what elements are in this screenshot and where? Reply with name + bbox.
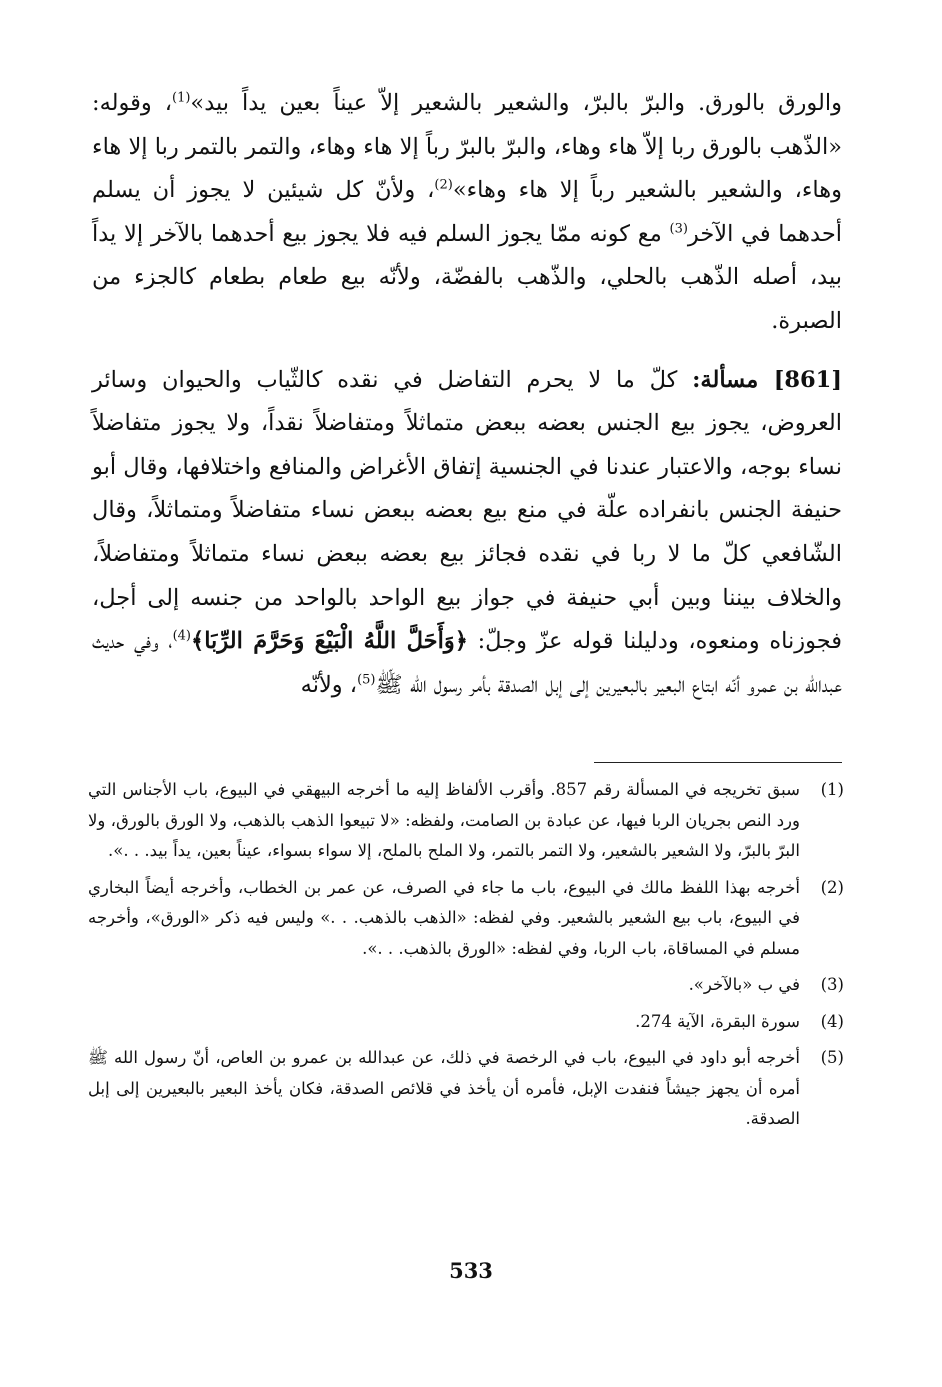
footnotes (88, 775, 844, 1141)
footnote-number: (1) (820, 780, 844, 799)
footnote-line: باب الأجناس التي ورد النص بجريان الربا فيها، عن عبادة بن الصامت، ولفظه: «لا (88, 780, 800, 830)
footnote-line: بالذهب. . .» وليس فيه ذكر «الورق»، وأخرجه مسلم في المساقاة، باب الربا، وفي (88, 908, 800, 958)
text-line: وقوله: «الذّهب بالورق ربا إلاّ هاء وهاء، والبرّ بالبرّ رباً إلا هاء وهاء، (92, 90, 842, 160)
footnote-line: سبق تخريجه في المسألة رقم 857. وأقرب الألفاظ إليه ما أخرجه البيهقي في البيوع، (214, 780, 800, 799)
paragraph-2 (92, 359, 842, 708)
footnote-1 (88, 775, 844, 867)
page-number: 533 (449, 1258, 493, 1283)
footnote-ref: (5) (357, 672, 376, 688)
footnote-text (88, 1007, 800, 1038)
footnote-text (88, 873, 800, 965)
text-line: والمنافع واختلافها، وقال أبو حنيفة الجنس بانفراده علّة في منع بيع بعضه (92, 453, 842, 524)
footnote-line: التمر بالتمر، ولا الملح بالملح، إلا سواء بسواء، عيناً بعين، يداً بيد. . .». (108, 841, 573, 860)
text-line: وسائر العروض، يجوز بيع الجنس بعضه ببعض متماثلاً ومتفاضلاً نقداً، ولا (92, 366, 842, 437)
footnote-line: تبيعوا الذهب بالذهب، ولا الورق بالورق، ولا البرّ بالبرّ، ولا الشعير بالشعير، ولا (88, 810, 800, 860)
footnote-line: قلائص الصدقة، فكان يأخذ البعير بالبعيرين إلى إبل الصدقة. (88, 1078, 800, 1128)
text-line-tail: مع كونه ممّا يجوز السلم (435, 220, 670, 247)
footnote-text (88, 970, 800, 1001)
text-line: والورق بالورق. والبرّ بالبرّ، والشعير بالشعير إلاّ عيناً بعين يداً بيد» (190, 90, 842, 116)
footnote-ref: (4) (172, 628, 192, 644)
text-line: أنّه ابتاع البعير بالبعيرين إلى إبل الصدقة بأمر رسول الله ﷺ (375, 671, 741, 698)
text-line: فيه فلا يجوز بيع أحدهما بالآخر إلا يداً بيد، أصله الذّهب بالحلي، (92, 220, 843, 291)
footnote-ref: (3) (669, 221, 688, 237)
text-line: بيع بعضه ببعض نساء متماثلاً ومتفاضلاً، والخلاف بيننا وبين أبي حنيفة في (92, 540, 843, 611)
footnote-line: أخرجه بهذا اللفظ مالك في البيوع، باب ما جاء في الصرف، عن عمر بن الخطاب، (237, 877, 800, 897)
text-line-tail: ، (164, 90, 172, 116)
text-line: والذّهب بالفضّة، ولأنّه بيع طعام بطعام كالجزء من الصبرة. (92, 264, 842, 334)
footnote-2 (88, 873, 844, 965)
text-line-tail: ، ولأنّه (300, 671, 358, 698)
footnote-line: لفظه: «الورق بالذهب. . .». (362, 938, 553, 958)
footnote-number: (2) (820, 877, 844, 897)
footnote-line: سورة البقرة، الآية 274. (635, 1011, 800, 1031)
text-line: ببعض نساء متفاضلاً ومتماثلاً، وقال الشّافعي كلّ ما لا ربا في نقده فجائز (92, 497, 842, 567)
footnote-number: (4) (820, 1011, 844, 1031)
footnote-line: أخرجه أبو داود في البيوع، باب في الرخصة في ذلك، عن عبدالله بن عمرو بن (269, 1048, 800, 1067)
text-line: كل شيئين لا يجوز أن يسلم أحدهما في الآخر (92, 177, 843, 247)
quran-verse: ﴿وَأَحَلَّ اللَّهُ الْبَيْعَ وَحَرَّمَ الرِّبَا﴾ (191, 628, 468, 655)
footnote-number: (3) (820, 975, 844, 994)
footnote-line: في ب «بالآخر». (688, 975, 800, 994)
text-line: يجوز متفاضلاً نساء بوجه، والاعتبار عندنا في الجنسية إتفاق الأغراض (92, 410, 842, 480)
paragraph-1 (92, 82, 842, 344)
footnote-text (88, 775, 800, 867)
footnote-ref: (2) (434, 177, 453, 193)
issue-label: [861] مسألة: (692, 366, 842, 393)
text-line: جواز بيع الواحد بالواحد من جنسه إلى أجل، فجوزناه ومنعوه، ودليلنا قوله (92, 584, 842, 655)
text-line: عزّ وجلّ: (467, 628, 563, 655)
footnote-number: (5) (820, 1048, 844, 1067)
footnote-ref: (1) (172, 90, 191, 106)
text-line-tail: ، ولأنّ (375, 177, 435, 204)
footnote-line: وأخرجه أيضاً البخاري في البيوع، باب بيع الشعير بالشعير. وفي لفظه: «الذهب (88, 877, 801, 927)
text-line: كلّ ما لا يحرم التفاضل في نقده كالثّياب والحيوان (162, 366, 693, 393)
footnote-line: العاص، أنّ رسول الله ﷺ أمره أن يجهز جيشاً فنفدت الإبل، فأمره أن يأخذ في (88, 1048, 801, 1098)
footnote-text (88, 1043, 800, 1135)
footnote-4 (88, 1007, 844, 1038)
text-line: ، وفي حديث عبدالله بن عمرو (92, 628, 842, 698)
text-line: والتمر بالتمر ربا إلا هاء وهاء، والشعير بالشعير رباً إلا هاء وهاء» (92, 133, 843, 204)
footnote-5 (88, 1043, 844, 1135)
main-text (92, 82, 842, 707)
footnote-3 (88, 970, 844, 1001)
footnote-separator (594, 762, 842, 763)
